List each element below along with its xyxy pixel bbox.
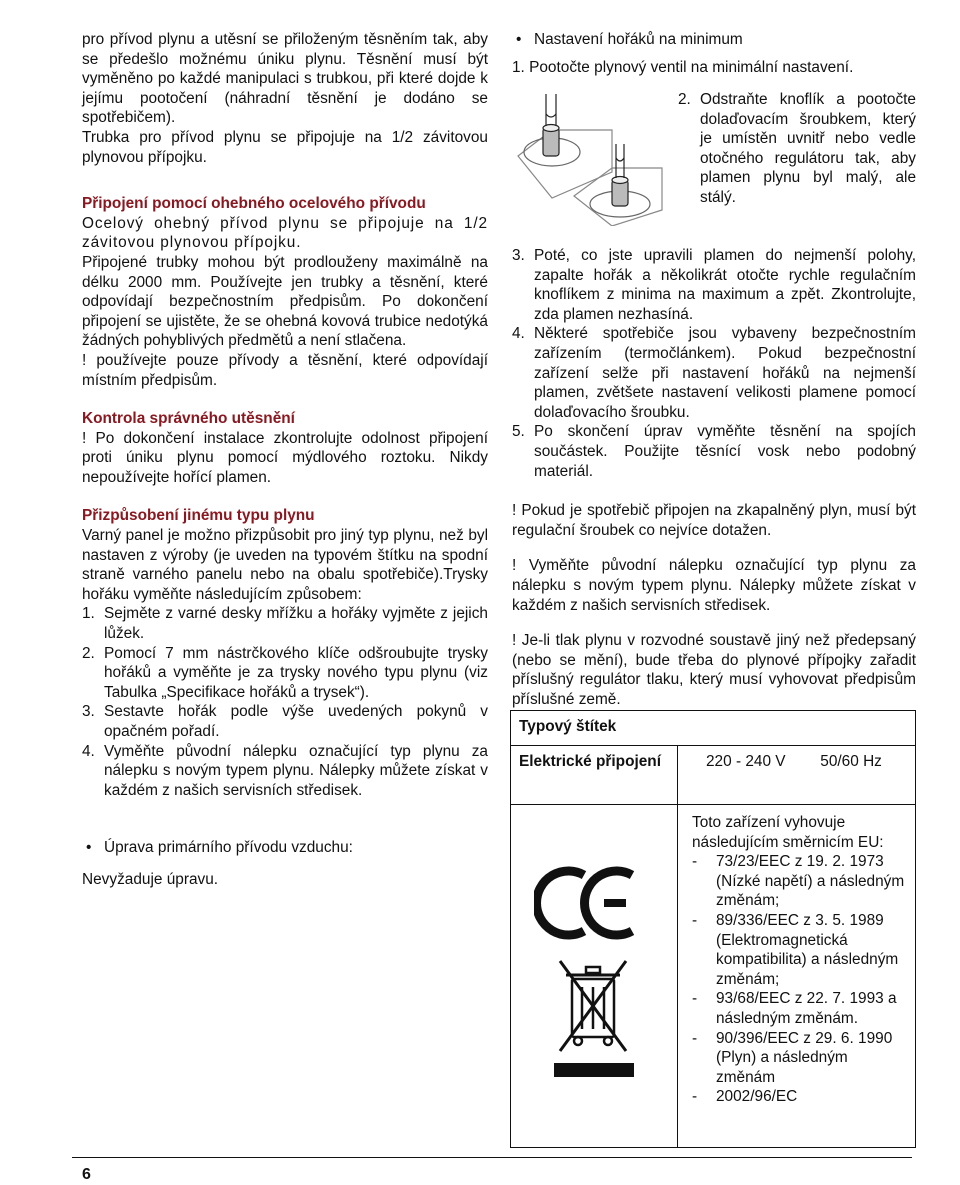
list-item: 1. Sejměte z varné desky mřížku a hořáky vyjměte z jejich lůžek. [82, 605, 488, 643]
list-item: 5. Po skončení úprav vyměňte těsnění na spojích součástek. Použijte těsnící vosk nebo podobný materiál. [512, 423, 916, 480]
air-supply-bullet: • Úprava primárního přívodu vzduchu: [86, 839, 353, 857]
weee-bin-icon [560, 961, 626, 1051]
gas-adapt-steps [82, 604, 488, 800]
bullet-icon: • [516, 31, 522, 48]
right-column [512, 30, 916, 77]
list-item: 4. Vyměňte původní nálepku označující typ plynu za nálepku s novým typem plynu. Nálepky můžete získat v každém z našich servisních středisek. [82, 742, 488, 799]
label-note: ! Vyměňte původní nálepku označující typ plynu za nálepku s novým typem plynu. Nálepky můžete získat v každém z našich servisních středisek. [512, 557, 916, 614]
list-item: 3. Sestavte hořák podle výše uvedených pokynů v opačném pořadí. [82, 703, 488, 740]
left-column [82, 30, 488, 890]
list-item: - 90/396/EEC z 29. 6. 1990 (Plyn) a následným změnám [692, 1029, 893, 1086]
burner-adjustment-illustration [512, 86, 667, 226]
list-item: 4. Některé spotřebiče jsou vybaveny bezpečnostním zařízením (termočlánkem). Pokud bezpečnostní zařízení selže při nastavení hořáků na nejmenší plamen, zvětšete nastavení velikosti plamene pomocí dolaďovacího šroubku. [512, 325, 916, 421]
list-item: 2. Odstraňte knoflík a pootočte dolaďovacím šroubkem, který je umístěn uvnitř nebo vedle otočného regulátoru tak, aby plamen plynu byl malý, ale stálý. [678, 91, 916, 206]
frequency-value: 50/60 Hz [820, 753, 882, 770]
air-supply-text: Nevyžaduje úpravu. [82, 870, 219, 888]
steel-paragraph-1: Ocelový ohebný přívod plynu se připojuje na 1/2 závitovou plynovou přípojku. [82, 214, 488, 252]
list-item: 3. Poté, co jste upravili plamen do nejmenší polohy, zapalte hořák a několikrát otočte rychle regulačním knoflíkem z minima na maximum a zpět. Zkontrolujte, zda plamen nezhasíná. [512, 247, 916, 323]
minimum-setting-bullet: • Nastavení hořáků na minimum [516, 31, 743, 48]
eu-directives-list [692, 852, 909, 1107]
intro-paragraph-2: Trubka pro přívod plynu se připojuje na 1/2 závitovou plynovou přípojku. [82, 128, 488, 166]
ce-mark-icon [537, 871, 632, 935]
minimum-steps [512, 246, 916, 481]
intro-paragraph: pro přívod plynu a utěsní se přiloženým těsněním tak, aby se předešlo možnému úniku plynu. Těsnění musí být vyměněno po každé manipulaci s trubkou, při které dojde k jejímu pootočení (náhradní těsnění je dodáno se spotřebičem). [82, 31, 488, 127]
electrical-values [678, 746, 916, 805]
weee-bar-icon [554, 1063, 634, 1077]
list-item: 2. Pomocí 7 mm nástrčkového klíče odšroubujte trysky hořáků a vyměňte je za trysky nového typu plynu (viz Tabulka „Specifikace hořáků a trysek“). [82, 644, 488, 701]
gas-adapt-paragraph: Varný panel je možno přizpůsobit pro jiný typ plynu, než byl nastaven z výroby (je uveden na typovém štítku na spodní straně varného panelu nebo na obalu spotřebiče).Trysky hořáku vyměňte následujícím způsobem: [82, 527, 488, 603]
bullet-icon: • [86, 839, 92, 857]
seal-check-paragraph: ! Po dokončení instalace zkontrolujte odolnost připojení proti úniku plynu pomocí mýdlového roztoku. Nikdy nepoužívejte hořící plamen. [82, 429, 488, 486]
footer-divider [72, 1157, 912, 1158]
list-item: - 73/23/EEC z 19. 2. 1973 (Nízké napětí) a následným změnám; [692, 853, 905, 910]
electrical-connection-label: Elektrické připojení [511, 746, 678, 805]
steel-paragraph-2: Připojené trubky mohou být prodlouženy maximálně na délku 2000 mm. Používejte jen trubky a těsnění, které odpovídají bezpečnostním předpisům. Po dokončení připojení se ujistěte, že se ohebná kovová trubice nedotýká žádných pohyblivých předmětů a není stlačena. [82, 253, 488, 350]
eu-directives-intro: Toto zařízení vyhovuje následujícím směrnicím EU: [692, 814, 884, 851]
marking-cell [511, 805, 678, 1148]
list-item: - 89/336/EEC z 3. 5. 1989 (Elektromagnetická kompatibilita) a následným změnám; [692, 911, 899, 988]
rating-plate-title: Typový štítek [511, 711, 916, 746]
minimum-step-2 [678, 90, 916, 208]
pressure-note: ! Je-li tlak plynu v rozvodné soustavě jiný než předepsaný (nebo se mění), bude třeba do plynové přípojky zařadit příslušný regulátor tlaku, který musí vyhovovat předpisům příslušné země. [512, 632, 916, 708]
voltage-value: 220 - 240 V [706, 753, 786, 770]
list-item: - 93/68/EEC z 22. 7. 1993 a následným změnám. [692, 990, 897, 1027]
list-item: - 2002/96/EC [692, 1088, 798, 1106]
ce-and-weee-marks [534, 861, 654, 1091]
rating-plate-table [510, 710, 916, 1148]
steel-connection-heading: Připojení pomocí ohebného ocelového přívodu [82, 195, 426, 213]
eu-directives-cell [678, 805, 916, 1148]
page-number: 6 [82, 1166, 91, 1183]
right-lower-content [512, 246, 916, 709]
lpg-note: ! Pokud je spotřebič připojen na zkapalněný plyn, musí být regulační šroubek co nejvíce dotažen. [512, 502, 916, 539]
seal-check-heading: Kontrola správného utěsnění [82, 410, 295, 428]
steel-paragraph-3: ! používejte pouze přívody a těsnění, které odpovídají místním předpisům. [82, 351, 488, 389]
minimum-step-1: 1. Pootočte plynový ventil na minimální nastavení. [512, 58, 854, 76]
gas-adapt-heading: Přizpůsobení jinému typu plynu [82, 507, 315, 525]
